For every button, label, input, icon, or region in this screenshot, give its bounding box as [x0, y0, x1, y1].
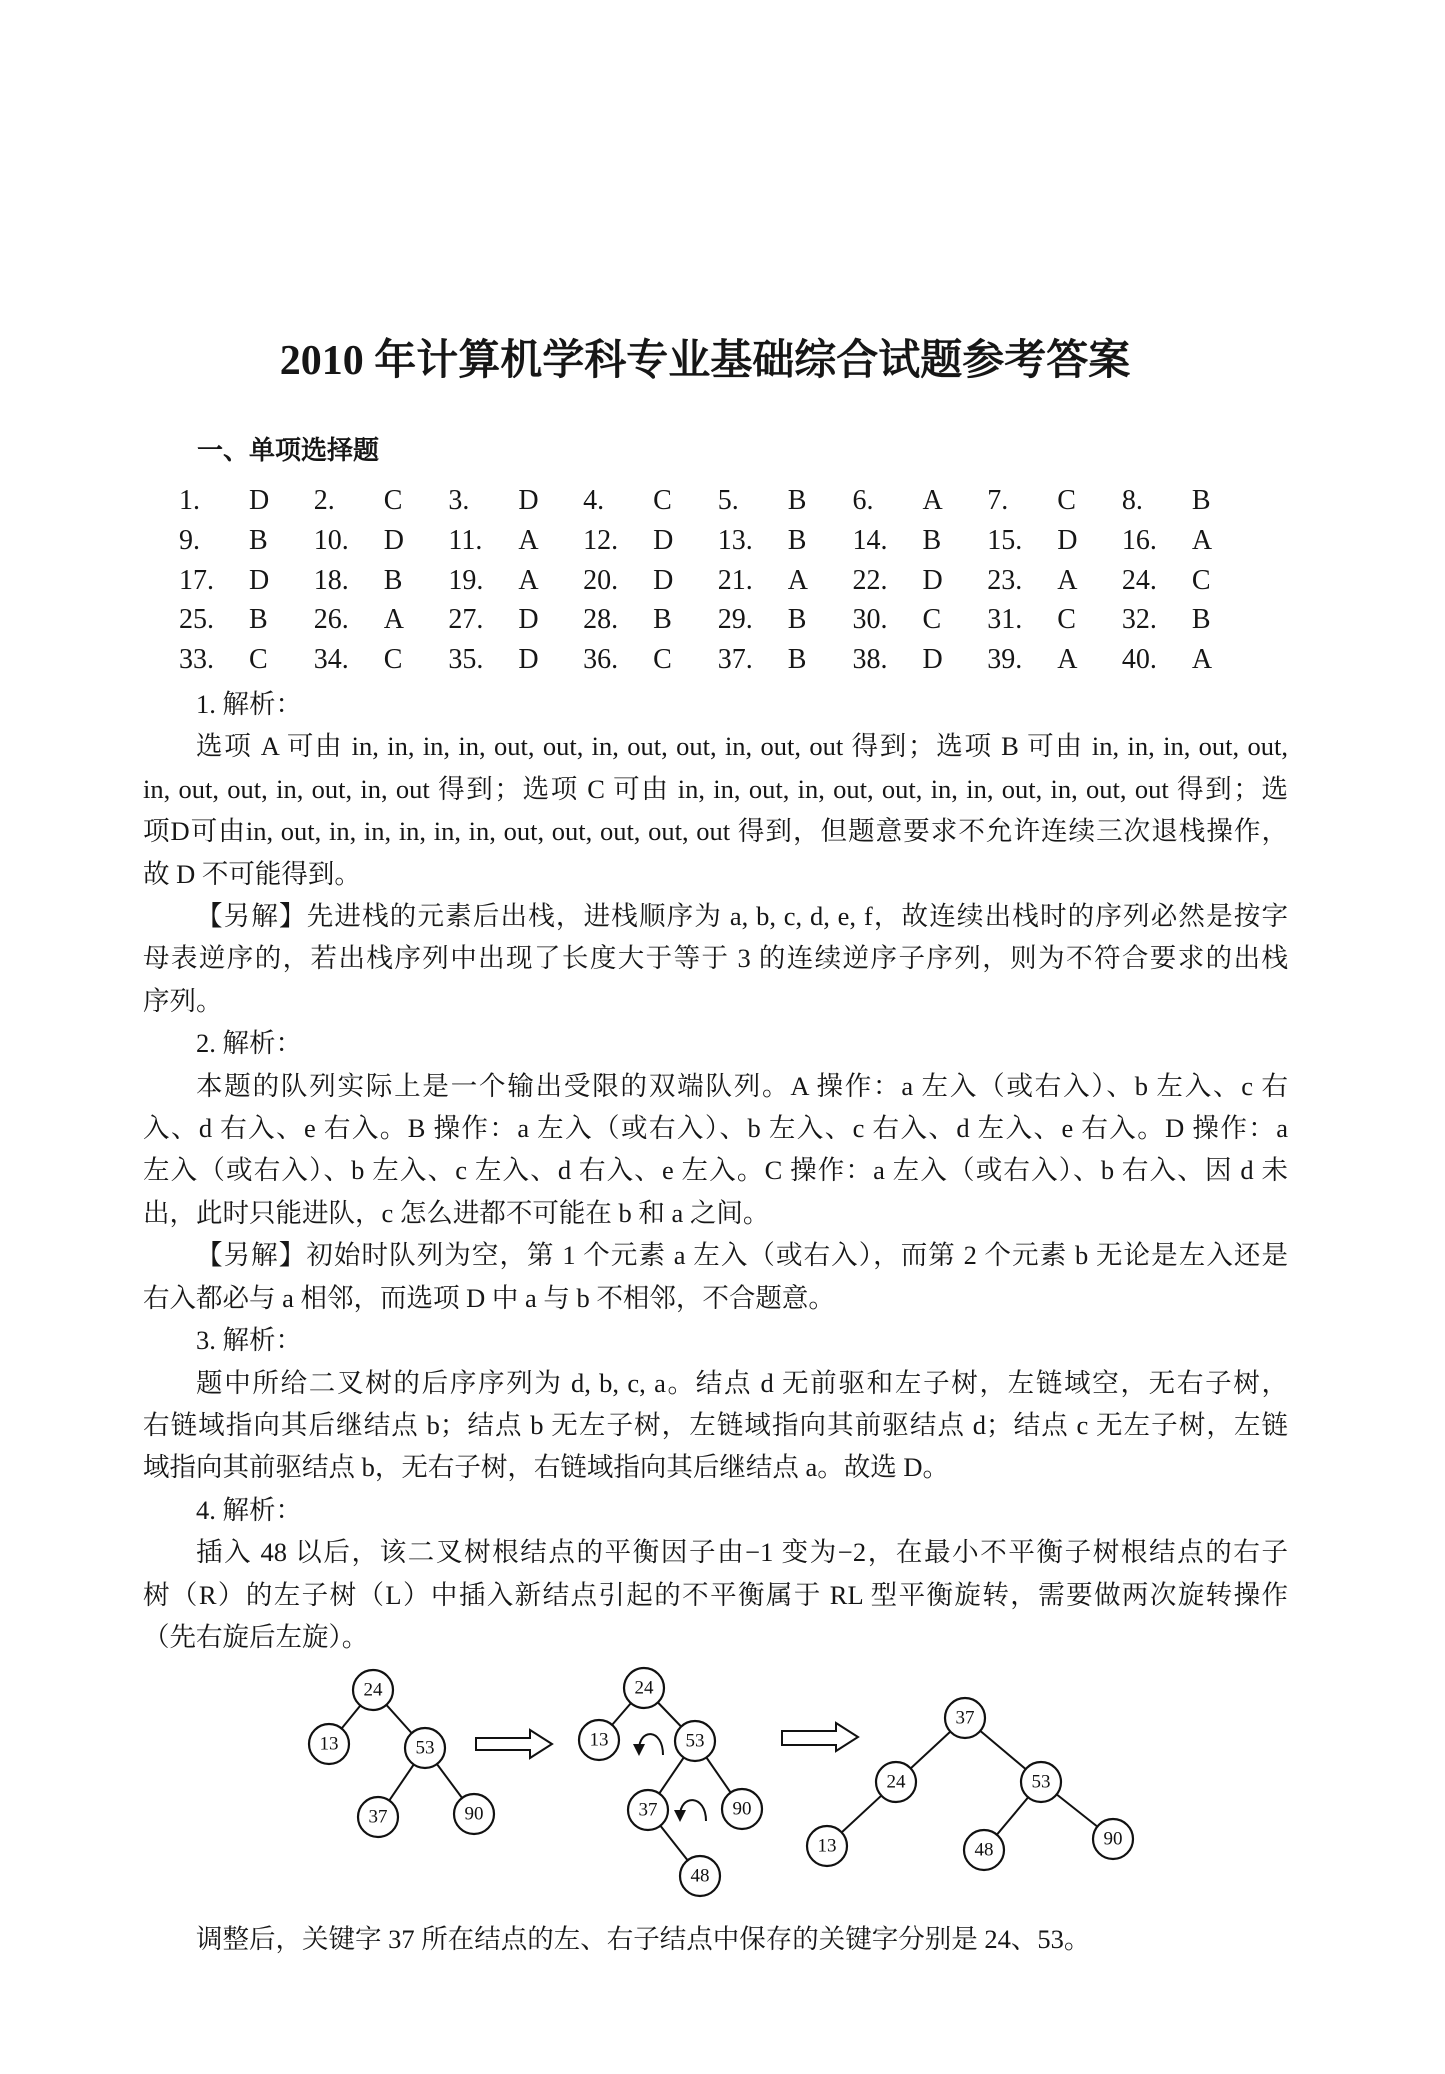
answer-item: [718, 561, 852, 601]
answer-number: 36.: [583, 644, 619, 676]
answer-choice: A: [922, 485, 943, 516]
answer-grid: [179, 481, 1269, 681]
answer-item: [179, 600, 313, 640]
answer-choice: D: [518, 485, 539, 516]
tree-node: [579, 1720, 619, 1760]
answer-choice: B: [249, 524, 268, 556]
answer-choice: B: [1191, 485, 1211, 516]
node-key: 13: [319, 1733, 339, 1755]
answer-number: 37.: [717, 644, 753, 676]
page-title: 2010 年计算机学科专业基础综合试题参考答案: [279, 338, 1131, 384]
answer-item: [314, 561, 448, 601]
answer-choice: B: [1191, 604, 1211, 636]
paragraph: [143, 1065, 1288, 1235]
paragraph: [143, 725, 1288, 895]
answer-item: [718, 640, 852, 680]
answer-number: 19.: [448, 564, 484, 596]
answer-item: [853, 561, 987, 601]
answer-item: [853, 481, 987, 521]
answer-choice: C: [1057, 604, 1076, 636]
paragraph-line: 母表逆序的，若出栈序列中出现了长度大于等于 3 的连续逆序子序列，则为不符合要求的出栈: [143, 943, 1288, 974]
node-key: 24: [363, 1679, 383, 1701]
node-key: 24: [634, 1677, 654, 1699]
answer-number: 17.: [179, 564, 214, 596]
answer-number: 1.: [179, 485, 200, 516]
paragraph: [143, 895, 1288, 1022]
answer-item: [583, 521, 717, 561]
answer-number: 4.: [583, 485, 605, 516]
answer-choice: B: [787, 524, 807, 556]
tree-node: [675, 1721, 715, 1761]
explanations-text: [143, 683, 1288, 1961]
paragraph-line: 插入 48 以后，该二叉树根结点的平衡因子由−1 变为−2，在最小不平衡子树根结点的右子: [196, 1537, 1288, 1568]
paragraph: [143, 1531, 1288, 1658]
answer-choice: B: [787, 644, 807, 676]
node-key: 90: [464, 1803, 484, 1825]
answer-item: [448, 561, 582, 601]
answer-number: 5.: [717, 485, 739, 516]
answer-item: [314, 481, 448, 521]
explanation-heading: 3. 解析：: [196, 1325, 302, 1356]
answer-choice: B: [653, 604, 672, 636]
answer-item: [853, 521, 987, 561]
paragraph-line: 故 D 不可能得到。: [143, 858, 361, 889]
avl-rotation-diagram: [0, 1658, 1445, 1918]
answer-item: [987, 481, 1121, 521]
tree-node: [405, 1728, 445, 1768]
answer-item: [853, 640, 987, 680]
transform-arrow-icon: [782, 1723, 858, 1751]
node-key: 37: [368, 1806, 388, 1828]
answer-item: [583, 561, 717, 601]
answer-choice: C: [653, 485, 672, 516]
answer-item: [583, 640, 717, 680]
explanation-heading: 4. 解析：: [196, 1494, 302, 1525]
explanation-block: [143, 683, 1288, 1022]
answer-choice: D: [383, 524, 404, 556]
answer-number: 10.: [313, 524, 349, 556]
answer-number: 8.: [1121, 485, 1143, 516]
tree-node: [628, 1790, 668, 1830]
answer-number: 25.: [179, 604, 214, 636]
answer-item: [448, 600, 582, 640]
tree-after-insert: [579, 1668, 762, 1896]
answer-choice: B: [787, 485, 807, 516]
tree-node: [945, 1698, 985, 1738]
answer-item: [718, 600, 852, 640]
paragraph-line: 域指向其前驱结点 b，无右子树，右链域指向其后继结点 a。故选 D。: [143, 1452, 950, 1483]
tree-node: [358, 1797, 398, 1837]
explanation-heading: 1. 解析：: [196, 689, 302, 719]
answer-choice: C: [383, 485, 403, 516]
paragraph-line: 调整后，关键字 37 所在结点的左、右子结点中保存的关键字分别是 24、53。: [196, 1924, 1091, 1955]
answer-choice: D: [249, 564, 270, 596]
answer-item: [1122, 521, 1256, 561]
tree-node: [309, 1724, 349, 1764]
answer-choice: B: [922, 524, 942, 556]
answer-number: 39.: [987, 644, 1023, 676]
answer-item: [583, 481, 717, 521]
node-key: 90: [732, 1798, 752, 1820]
answer-number: 32.: [1121, 604, 1157, 636]
tree-node: [1021, 1762, 1061, 1802]
tree-after-rotation: [807, 1698, 1133, 1870]
answer-item: [987, 521, 1121, 561]
answer-number: 11.: [448, 524, 483, 556]
node-key: 53: [1031, 1771, 1051, 1793]
answer-number: 22.: [852, 564, 888, 596]
answer-item: [448, 481, 582, 521]
paragraph-line: 右入都必与 a 相邻，而选项 D 中 a 与 b 不相邻，不合题意。: [143, 1282, 835, 1313]
tree-node: [624, 1668, 664, 1708]
answer-number: 20.: [583, 564, 619, 596]
paragraph-line: 入、d 右入、e 右入。B 操作：a 左入（或右入）、b 左入、c 右入、d 左入、e 右入。D 操作：a: [143, 1113, 1288, 1144]
answer-item: [987, 640, 1121, 680]
tree-before-insert: [309, 1670, 494, 1837]
answer-number: 16.: [1121, 524, 1157, 556]
node-key: 53: [685, 1730, 705, 1752]
answer-choice: C: [1191, 564, 1211, 596]
answer-choice: B: [249, 604, 268, 636]
answer-number: 15.: [987, 524, 1023, 556]
answer-number: 35.: [448, 644, 484, 676]
answer-choice: D: [518, 644, 539, 676]
answer-number: 23.: [987, 564, 1023, 596]
node-key: 13: [817, 1835, 837, 1857]
tree-node: [876, 1762, 916, 1802]
answer-number: 13.: [717, 524, 753, 556]
paragraph-line: 本题的队列实际上是一个输出受限的双端队列。A 操作：a 左入（或右入）、b 左入、c 右: [196, 1070, 1288, 1101]
answer-number: 27.: [448, 604, 484, 636]
answer-number: 30.: [852, 604, 888, 636]
paragraph: [143, 1234, 1288, 1319]
answer-choice: C: [653, 644, 672, 676]
tree-node: [807, 1826, 847, 1866]
answer-choice: A: [1191, 644, 1213, 676]
node-key: 13: [589, 1729, 609, 1751]
paragraph: [143, 1362, 1288, 1489]
answer-item: [718, 521, 852, 561]
answer-number: 6.: [852, 485, 874, 516]
answer-number: 26.: [313, 604, 349, 636]
answer-item: [179, 561, 313, 601]
answer-item: [448, 521, 582, 561]
node-key: 48: [690, 1865, 710, 1887]
node-key: 37: [638, 1799, 658, 1821]
answer-number: 33.: [179, 644, 214, 676]
paragraph-line: 【另解】初始时队列为空，第 1 个元素 a 左入（或右入），而第 2 个元素 b 无论是左入还是: [196, 1240, 1288, 1271]
answer-choice: C: [249, 644, 268, 676]
answer-item: [583, 600, 717, 640]
node-key: 24: [886, 1771, 906, 1793]
answer-item: [314, 521, 448, 561]
answer-item: [314, 640, 448, 680]
tree-node: [454, 1794, 494, 1834]
paragraph-line: 右链域指向其后继结点 b；结点 b 无左子树，左链域指向其前驱结点 d；结点 c 无左子树，左链: [143, 1409, 1288, 1440]
answer-number: 38.: [852, 644, 888, 676]
answer-choice: B: [383, 564, 403, 596]
rotation-arrow-icon: [680, 1800, 706, 1821]
answer-item: [987, 600, 1121, 640]
answer-item: [1122, 481, 1256, 521]
paragraph-line: 项D可由in, out, in, in, in, in, in, out, out, out, out, out 得到，但题意要求不允许连续三次退栈操作，: [143, 816, 1288, 847]
node-key: 37: [955, 1707, 975, 1729]
node-key: 48: [974, 1839, 994, 1861]
explanation-block: [143, 1022, 1288, 1319]
answer-item: [1122, 561, 1256, 601]
answer-number: 7.: [987, 485, 1009, 516]
answer-number: 3.: [448, 485, 470, 516]
answer-choice: C: [383, 644, 403, 676]
answer-item: [179, 640, 313, 680]
tree-node: [1093, 1819, 1133, 1859]
node-key: 90: [1103, 1828, 1123, 1850]
answer-choice: D: [249, 485, 270, 516]
answer-choice: D: [653, 524, 674, 556]
answer-item: [718, 481, 852, 521]
answer-number: 18.: [313, 564, 349, 596]
answer-choice: D: [653, 564, 674, 596]
answer-item: [1122, 640, 1256, 680]
answer-item: [987, 561, 1121, 601]
node-key: 53: [415, 1737, 435, 1759]
answer-number: 21.: [717, 564, 753, 596]
avl-rotation-figure: [143, 1658, 1288, 1918]
answer-number: 28.: [583, 604, 619, 636]
paragraph-line: 选项 A 可由 in, in, in, in, out, out, in, out, out, in, out, out 得到；选项 B 可由 in, in, in, out, out,: [196, 731, 1288, 762]
answer-choice: B: [787, 604, 807, 636]
answer-number: 12.: [583, 524, 619, 556]
answer-choice: A: [1057, 644, 1078, 676]
answer-choice: A: [518, 524, 539, 556]
answer-number: 2.: [313, 485, 335, 516]
answer-item: [179, 481, 313, 521]
section-heading: 一、单项选择题: [197, 436, 380, 466]
paragraph-line: 题中所给二叉树的后序序列为 d, b, c, a。结点 d 无前驱和左子树，左链域空，无右子树，: [196, 1367, 1288, 1398]
answer-number: 31.: [987, 604, 1023, 636]
answer-choice: C: [1057, 485, 1076, 516]
answer-choice: A: [383, 604, 404, 636]
answer-item: [1122, 600, 1256, 640]
tree-node: [680, 1856, 720, 1896]
answer-choice: A: [787, 564, 809, 596]
paragraph-line: 左入（或右入）、b 左入、c 左入、d 右入、e 左入。C 操作：a 左入（或右入）、b 右入、因 d 未: [143, 1155, 1288, 1186]
tree-node: [353, 1670, 393, 1710]
paragraph-line: （先右旋后左旋）。: [143, 1621, 369, 1652]
transform-arrow-icon: [476, 1730, 552, 1758]
explanation-block: [143, 1489, 1288, 1961]
explanation-heading: 2. 解析：: [196, 1028, 302, 1059]
answer-item: [179, 521, 313, 561]
answer-choice: A: [518, 564, 539, 596]
answer-number: 34.: [313, 644, 349, 676]
answer-choice: D: [922, 564, 943, 596]
rotation-arrow-icon: [639, 1734, 663, 1755]
answer-item: [314, 600, 448, 640]
tree-node: [722, 1789, 762, 1829]
answer-item: [853, 600, 987, 640]
answer-choice: D: [922, 644, 943, 676]
paragraph-line: 树（R）的左子树（L）中插入新结点引起的不平衡属于 RL 型平衡旋转，需要做两次旋转操作: [143, 1579, 1288, 1610]
answer-number: 14.: [852, 524, 888, 556]
answer-choice: A: [1191, 524, 1213, 556]
paragraph-line: 序列。: [143, 985, 223, 1016]
paragraph-line: in, out, out, in, out, in, out 得到；选项 C 可由 in, in, out, in, out, out, in, in, out, in, out, out 得到；选: [143, 773, 1288, 804]
answer-item: [448, 640, 582, 680]
answer-choice: D: [1057, 524, 1078, 556]
answer-number: 29.: [717, 604, 753, 636]
paragraph-line: 出，此时只能进队，c 怎么进都不可能在 b 和 a 之间。: [143, 1197, 770, 1228]
answer-number: 40.: [1121, 644, 1157, 676]
paragraph-line: 【另解】先进栈的元素后出栈，进栈顺序为 a, b, c, d, e, f，故连续出栈时的序列必然是按字: [196, 901, 1288, 932]
explanation-block: [143, 1319, 1288, 1489]
tree-node: [964, 1830, 1004, 1870]
answer-choice: D: [518, 604, 539, 636]
answer-choice: A: [1057, 564, 1078, 596]
answer-choice: C: [922, 604, 942, 636]
answer-number: 9.: [179, 524, 200, 556]
answer-number: 24.: [1121, 564, 1157, 596]
